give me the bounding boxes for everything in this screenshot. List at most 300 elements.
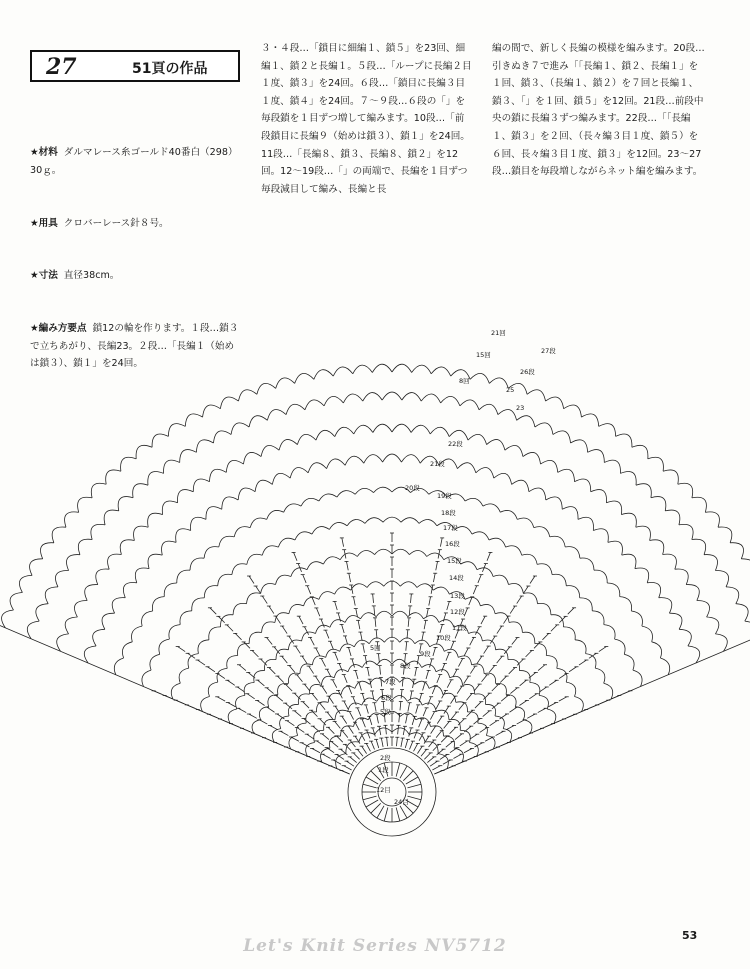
stitch-post [286, 685, 292, 691]
stitch-post [409, 606, 410, 615]
chain-loop [489, 538, 506, 547]
chain-loop [400, 582, 417, 588]
chain-loop [55, 570, 68, 586]
chain-loop [580, 558, 594, 570]
chain-loop [218, 574, 232, 586]
stitch-post [344, 675, 347, 683]
stitch-post [414, 743, 418, 751]
stitch-post [484, 646, 489, 654]
chain-loop [74, 601, 87, 618]
chain-loop [85, 585, 98, 601]
stitch-post [307, 734, 314, 739]
stitch-post [317, 741, 324, 746]
stitch-post [375, 618, 376, 627]
chain-loop [373, 424, 392, 432]
chain-loop [456, 702, 468, 712]
chain-loop [586, 654, 596, 669]
stitch-post [519, 700, 526, 705]
chart-label-r20: 20段 [405, 484, 420, 492]
stitch-post [464, 676, 469, 684]
chain-loop [509, 622, 522, 633]
chain-loop [319, 494, 337, 501]
chain-loop [148, 472, 164, 486]
chain-loop [566, 682, 576, 696]
stitch-post [358, 620, 360, 629]
stitch-post [323, 754, 331, 758]
chain-loop [652, 642, 662, 658]
chain-loop [345, 456, 364, 465]
stitch-post [406, 714, 408, 723]
stitch-post [542, 633, 548, 639]
chain-loop [604, 683, 613, 699]
chain-loop [443, 693, 456, 702]
chain-loop [309, 684, 321, 694]
stitch-post [497, 626, 502, 634]
chain-loop [262, 622, 275, 633]
chain-loop [483, 504, 500, 512]
stitch-post [512, 638, 518, 645]
stitch-post [287, 721, 294, 726]
stitch-post [385, 725, 386, 734]
stitch-post [414, 730, 417, 738]
chain-loop [351, 584, 367, 590]
chain-loop [599, 424, 616, 437]
stitch-post [559, 697, 567, 701]
chain-loop [288, 704, 298, 716]
chain-loop [534, 527, 550, 537]
stitch-post [312, 748, 320, 752]
chain-loop [104, 510, 119, 525]
chain-loop [204, 586, 217, 598]
stitch-post [276, 695, 283, 701]
chain-loop [333, 367, 353, 376]
stitch-post [405, 739, 408, 748]
stitch-post [257, 700, 264, 705]
stitch-post [217, 674, 224, 679]
chain-loop [232, 564, 247, 575]
stitch-post [235, 633, 241, 639]
stitch-post [257, 680, 264, 686]
stitch-post [333, 680, 337, 688]
chain-loop [91, 524, 105, 539]
stitch-post [441, 736, 447, 742]
chain-loop [288, 640, 301, 650]
chain-loop [461, 562, 477, 570]
stitch-post [350, 757, 357, 763]
chain-loop [592, 611, 604, 625]
stitch-post [477, 656, 482, 664]
chain-loop [159, 639, 170, 654]
chain-loop [135, 568, 149, 583]
stitch-post [336, 736, 342, 742]
chain-loop [697, 601, 710, 618]
chain-loop [376, 611, 392, 616]
chain-loop [730, 543, 743, 559]
stitch-post [457, 686, 462, 694]
stitch-post [599, 647, 606, 652]
chain-loop [249, 632, 261, 643]
chain-loop [578, 517, 593, 530]
chain-loop [512, 480, 529, 492]
stitch-post [342, 624, 345, 633]
stitch-post [342, 731, 348, 738]
chain-loop [436, 670, 450, 678]
chain-loop [203, 405, 221, 417]
stitch-post [352, 659, 355, 668]
stitch-post [227, 625, 233, 631]
stitch-post [400, 766, 407, 778]
chain-loop [401, 455, 420, 464]
stitch-post [460, 741, 467, 746]
chain-loop [480, 604, 495, 613]
stitch-post [432, 766, 440, 770]
stitch-post [539, 687, 546, 692]
chain-loop [465, 498, 483, 506]
stitch-post [429, 597, 431, 606]
chart-label-r25: 25 [506, 386, 515, 394]
stitch-post [407, 796, 421, 800]
stitch-post [277, 676, 283, 682]
chain-loop [210, 469, 227, 481]
chain-loop [375, 728, 392, 735]
stitch-post [517, 596, 522, 604]
chain-loop [238, 488, 255, 500]
chain-loop [715, 570, 728, 586]
chain-loop [290, 467, 308, 478]
stitch-post [436, 701, 440, 709]
chain-loop [297, 434, 316, 444]
chart-label-r1: 1段 [378, 766, 389, 774]
chain-loop [635, 568, 649, 583]
chart-label-center: 12目 [376, 786, 391, 794]
chain-loop [122, 642, 132, 658]
chain-loop [152, 597, 164, 611]
chart-label-r16: 16段 [445, 540, 460, 548]
stitch-post [326, 630, 329, 638]
stitch-post [480, 727, 487, 732]
chain-loop [604, 460, 620, 473]
stitch-post [357, 749, 363, 756]
chain-loop [261, 445, 279, 456]
chain-loop [227, 656, 238, 669]
stitch-post [549, 680, 556, 685]
stitch-post [396, 737, 397, 746]
stitch-post [294, 711, 301, 717]
chain-loop [547, 709, 556, 723]
chain-loop [441, 396, 460, 405]
stitch-post [316, 608, 319, 616]
chart-label-r11: 11段 [452, 624, 467, 632]
stitch-post [443, 613, 446, 622]
stitch-post [500, 676, 506, 682]
chain-loop [152, 434, 168, 447]
stitch-post [426, 670, 429, 679]
chain-loop [632, 445, 648, 459]
chain-loop [636, 526, 651, 540]
chain-loop [204, 547, 219, 559]
stitch-post [367, 667, 369, 676]
stitch-post [319, 703, 325, 710]
chain-loop [745, 621, 750, 639]
chain-loop [409, 550, 426, 556]
stitch-post [464, 748, 472, 752]
chain-loop [679, 629, 691, 646]
stitch-post [276, 616, 281, 624]
chain-loop [636, 484, 651, 498]
stitch-post [327, 748, 334, 753]
stitch-post [374, 703, 376, 712]
stitch-post [380, 666, 381, 675]
stitch-post [475, 702, 481, 708]
stitch-post [520, 680, 527, 686]
chain-loop [546, 497, 562, 509]
stitch-post [381, 738, 383, 747]
chain-loop [185, 414, 202, 427]
stitch-post [269, 668, 275, 674]
chain-loop [650, 540, 664, 555]
chain-loop [120, 540, 134, 555]
stitch-post [481, 616, 485, 624]
chain-loop [392, 611, 408, 616]
stitch-post [350, 740, 356, 747]
stitch-post [366, 777, 378, 784]
stitch-post [500, 714, 507, 719]
chart-label-r18: 18段 [441, 509, 456, 517]
stitch-post [335, 652, 338, 660]
chain-loop [164, 460, 180, 473]
chain-loop [96, 569, 109, 585]
chain-loop [180, 611, 192, 625]
chain-loop [219, 536, 234, 547]
instructions-column-2: ３・４段…「鎖目に細編１、鎖５」を23回、細編１、鎖２と長編１。５段…「ループに長編２目１度、鎖３」を24回。６段…「鎖目に長編３目１度、鎖４」を24回。７～９段…６段の「」を毎段鎖を１目ずつ増して編みます。10段…「前段鎖目に長編９（始めは鎖３）、鎖１」を24回。11段…「長編８、鎖３、長編８、鎖２」を12回。12～19段…「」の両端で、長編を１目ずつ毎段減目して編み、長編と長 [261, 43, 472, 195]
stitch-post [327, 712, 333, 719]
chain-loop [134, 526, 149, 540]
chain-loop [301, 498, 319, 506]
stitch-post [437, 716, 442, 724]
stitch-post [400, 806, 407, 818]
chain-loop [436, 710, 449, 720]
stitch-post [407, 630, 408, 639]
chain-loop [487, 439, 505, 450]
chain-loop [321, 676, 334, 685]
stitch-post [470, 637, 474, 645]
chain-loop [308, 463, 326, 473]
stitch-post [510, 688, 517, 694]
stitch-post [249, 714, 257, 718]
stitch-post [446, 741, 453, 747]
chain-loop [335, 587, 351, 594]
chain-loop [191, 517, 206, 530]
chain-loop [660, 658, 669, 675]
chain-loop [176, 529, 191, 543]
chain-loop [552, 574, 566, 586]
chain-loop [575, 697, 584, 712]
chart-label-r26: 26段 [520, 368, 535, 376]
chain-loop [392, 696, 407, 702]
stitch-post [436, 561, 438, 570]
chain-loop [669, 613, 682, 629]
chain-loop [400, 678, 415, 684]
chain-loop [272, 473, 290, 484]
stitch-post [252, 650, 258, 656]
chain-loop [312, 527, 329, 535]
chain-loop [267, 510, 284, 519]
stitch-post [527, 714, 535, 718]
chain-loop [621, 513, 636, 527]
chain-loop [10, 593, 22, 611]
chain-loop [214, 431, 232, 443]
chain-loop [620, 597, 632, 611]
chain-loop [523, 452, 541, 464]
chain-loop [348, 703, 362, 711]
stitch-post [423, 708, 426, 716]
chain-loop [231, 423, 249, 435]
chain-loop [622, 554, 636, 568]
chain-loop [705, 512, 719, 527]
chain-loop [663, 470, 678, 484]
stitch-post [409, 728, 412, 737]
chain-loop [422, 703, 436, 711]
chain-loop [65, 617, 77, 634]
chain-loop [180, 450, 197, 463]
chain-loop [580, 598, 593, 611]
stitch-post [299, 616, 303, 624]
chain-loop [558, 469, 575, 481]
stitch-post [419, 693, 422, 702]
stitch-post [348, 726, 353, 734]
stitch-post [353, 753, 359, 759]
stitch-post [538, 708, 546, 712]
stitch-post [400, 701, 401, 710]
chain-loop [415, 681, 430, 688]
chain-loop [78, 539, 92, 555]
stitch-post [396, 807, 400, 821]
stitch-post [315, 676, 320, 684]
chain-loop [247, 554, 262, 564]
stitch-post [474, 684, 480, 691]
chain-loop [355, 488, 373, 494]
stitch-post [559, 674, 566, 679]
stitch-post [207, 667, 214, 672]
stitch-post [406, 777, 418, 784]
stitch-post [270, 725, 278, 729]
stitch-post [568, 608, 574, 614]
chain-loop [142, 670, 151, 686]
stitch-post [346, 561, 348, 570]
chart-label-rep15: 15回 [476, 351, 491, 359]
chain-loop [257, 383, 276, 394]
chain-loop [319, 592, 335, 600]
stitch-post [517, 720, 525, 724]
stitch-post [329, 696, 334, 704]
chain-loop [433, 587, 449, 594]
chain-loop [718, 527, 732, 543]
stitch-post [444, 721, 450, 728]
stitch-post [238, 708, 246, 712]
stitch-post [339, 663, 342, 671]
chain-loop [495, 716, 504, 729]
chain-loop [522, 632, 534, 643]
chain-loop [171, 683, 180, 699]
chain-loop [642, 626, 653, 642]
chain-loop [206, 507, 222, 520]
chain-loop [118, 497, 133, 511]
chain-loop [494, 473, 512, 484]
chain-loop [564, 405, 582, 417]
stitch-post [188, 653, 195, 658]
stitch-post [227, 680, 234, 685]
stitch-post [422, 632, 424, 641]
chain-loop [93, 629, 105, 646]
stitch-post [282, 656, 288, 663]
chart-label-r24: 24目 [394, 798, 409, 806]
chain-loop [106, 470, 121, 484]
stitch-post [344, 701, 348, 709]
chart-label-r5: 5段 [380, 708, 391, 716]
stitch-post [492, 685, 498, 691]
stitch-post [409, 741, 412, 749]
chain-loop [496, 649, 508, 659]
stitch-post [526, 650, 532, 656]
stitch-post [440, 624, 443, 633]
chain-loop [340, 553, 357, 560]
chain-loop [267, 409, 286, 420]
stitch-post [303, 575, 306, 583]
chain-loop [392, 364, 412, 372]
chain-loop [563, 627, 575, 640]
chain-loop [457, 463, 475, 473]
chain-loop [678, 483, 693, 498]
chain-loop [546, 397, 564, 409]
chain-loop [177, 570, 190, 583]
chain-loop [529, 488, 546, 500]
stitch-post [335, 601, 338, 610]
stitch-post [506, 725, 514, 729]
stitch-post [217, 697, 225, 701]
chain-loop [571, 440, 588, 452]
stitch-post [466, 693, 472, 700]
chain-loop [198, 640, 209, 654]
chain-loop [353, 365, 373, 374]
stitch-post [321, 659, 325, 667]
chain-loop [108, 554, 122, 569]
chain-loop [417, 584, 433, 590]
stitch-post [509, 668, 515, 674]
stitch-post [396, 763, 400, 777]
stitch-post [470, 666, 475, 674]
chain-loop [142, 611, 153, 626]
chain-loop [316, 625, 331, 633]
chain-loop [374, 487, 393, 492]
chain-loop [250, 518, 267, 528]
stitch-post [342, 538, 344, 547]
chain-loop [675, 569, 688, 585]
chain-loop [279, 439, 297, 450]
chain-loop [565, 547, 580, 559]
chain-loop [523, 720, 532, 734]
chain-loop [538, 603, 551, 614]
stitch-post [297, 675, 303, 682]
chain-loop [148, 554, 162, 568]
stitch-post [421, 749, 427, 756]
chain-loop [523, 593, 537, 604]
chain-loop [431, 367, 451, 376]
stitch-post [302, 656, 307, 664]
fan-edge-left [0, 620, 350, 774]
stitch-post [429, 659, 432, 668]
chain-loop [517, 416, 535, 427]
stitch-post [402, 678, 403, 687]
